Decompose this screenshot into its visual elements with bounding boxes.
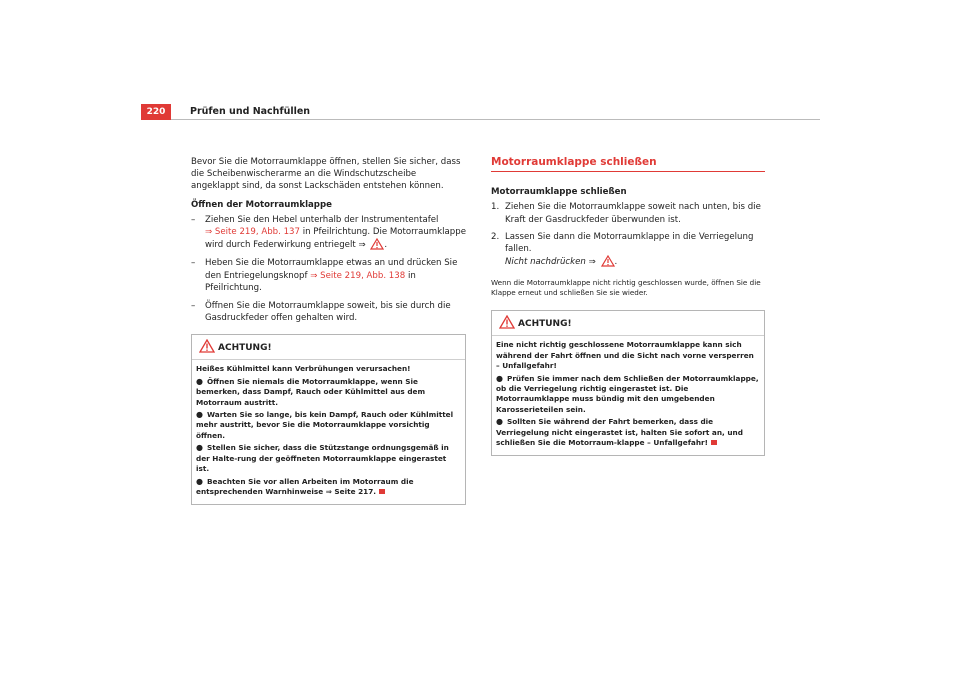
end-of-section-icon — [711, 440, 717, 445]
number-marker: 1. — [491, 202, 500, 213]
warning-body — [492, 336, 764, 455]
warning-header — [192, 335, 465, 360]
page-number: 220 — [141, 104, 171, 120]
warning-box — [191, 334, 466, 505]
list-item — [191, 257, 466, 294]
intro-paragraph: Bevor Sie die Motorraumklappe öffnen, stellen Sie sicher, dass die Scheibenwischerarme an die Windschutzscheibe angeklappt sind, da sonst Lackschäden entstehen können. — [191, 157, 461, 192]
warning-box — [491, 310, 765, 456]
list-item: – Ziehen Sie den Hebel unterhalb der Instrumententafel ⇒ Seite 219, Abb. 137 in Pfeilrichtung. Die Motorraumklappe wird durch Federwirkung entriegelt ⇒ . — [191, 214, 466, 251]
warning-bullet: ● Stellen Sie sicher, dass die Stützstange ordnungsgemäß in der Halte-rung der geöffneten Motorraumklappe eingerastet ist. — [196, 443, 449, 474]
warning-bullet: ● Sollten Sie während der Fahrt bemerken, dass die Verriegelung nicht eingerastet ist, halten Sie sofort an, und schließen Sie die Motorraum-klappe – Unfallgefahr! — [496, 417, 743, 448]
dash-marker: – — [191, 258, 196, 269]
header-rule — [171, 119, 820, 120]
warning-bullet: ● Öffnen Sie niemals die Motorraumklappe, wenn Sie bemerken, dass Dampf, Rauch oder Kühlmittel aus dem Motorraum austritt. — [196, 376, 426, 407]
right-column — [491, 156, 765, 456]
dash-marker: – — [191, 214, 196, 225]
warning-title: ACHTUNG! — [518, 319, 572, 330]
warning-triangle-icon[interactable] — [601, 255, 615, 267]
end-of-section-icon — [379, 489, 385, 494]
step-text: Ziehen Sie die Motorraumklappe soweit nach unten, bis die Kraft der Gasdruckfeder überwunden ist. — [505, 202, 761, 225]
warning-lead: Eine nicht richtig geschlossene Motorraumklappe kann sich während der Fahrt öffnen und die Sicht nach vorne versperren – Unfallgefahr! — [496, 340, 754, 371]
number-marker: 2. — [491, 231, 500, 242]
warning-lead: Heißes Kühlmittel kann Verbrühungen verursachen! — [196, 364, 411, 374]
section-title: Motorraumklappe schließen — [491, 156, 765, 172]
warning-triangle-icon — [499, 315, 515, 329]
list-item — [491, 201, 765, 225]
warning-title: ACHTUNG! — [218, 343, 272, 354]
warning-triangle-icon — [199, 339, 215, 353]
step-text: Heben Sie die Motorraumklappe etwas an und drücken Sie den Entriegelungsknopf — [205, 258, 458, 281]
step-italic-text: Nicht nachdrücken ⇒ — [505, 257, 596, 268]
warning-bullet: ● Beachten Sie vor allen Arbeiten im Motorraum die entsprechenden Warnhinweise ⇒ Seite 217. — [196, 476, 414, 496]
warning-triangle-icon[interactable] — [370, 238, 384, 250]
page-link[interactable]: ⇒ Seite 219, Abb. 137 — [205, 227, 300, 238]
warning-bullet: ● Warten Sie so lange, bis kein Dampf, Rauch oder Kühlmittel mehr austritt, bevor Sie die Motorraumklappe vorsichtig öffnen. — [196, 410, 454, 440]
step-text: Öffnen Sie die Motorraumklappe soweit, bis sie durch die Gasdruckfeder offen gehalten wird. — [205, 301, 451, 324]
page-link[interactable]: ⇒ Seite 219, Abb. 138 — [310, 270, 406, 281]
list-item — [191, 300, 466, 324]
step-text: Lassen Sie dann die Motorraumklappe in die Verriegelung fallen. — [505, 231, 754, 255]
warning-body — [192, 360, 465, 504]
subheading-open: Öffnen der Motorraumklappe — [191, 199, 332, 210]
subheading-close: Motorraumklappe schließen — [491, 187, 627, 198]
note-paragraph: Wenn die Motorraumklappe nicht richtig geschlossen wurde, öffnen Sie die Klappe erneut und schließen Sie sie wieder. — [491, 278, 761, 298]
left-column — [191, 156, 466, 505]
step-text: in Pfeilrichtung. Die Motorraumklappe wird durch Federwirkung entriegelt ⇒ — [205, 227, 466, 251]
running-title: Prüfen und Nachfüllen — [190, 106, 311, 117]
step-text: Ziehen Sie den Hebel unterhalb der Instrumententafel — [205, 214, 439, 225]
warning-bullet: ● Prüfen Sie immer nach dem Schließen der Motorraumklappe, ob die Verriegelung richtig eingerastet ist. Die Motorraumklappe muss bündig mit den umgebenden Karosserieteilen sein. — [496, 373, 759, 414]
warning-header — [492, 311, 764, 336]
list-item: 2. Lassen Sie dann die Motorraumklappe in die Verriegelung fallen. Nicht nachdrücken ⇒ . — [491, 231, 754, 268]
step-text: in Pfeilrichtung. — [205, 270, 416, 293]
dash-marker: – — [191, 301, 196, 312]
